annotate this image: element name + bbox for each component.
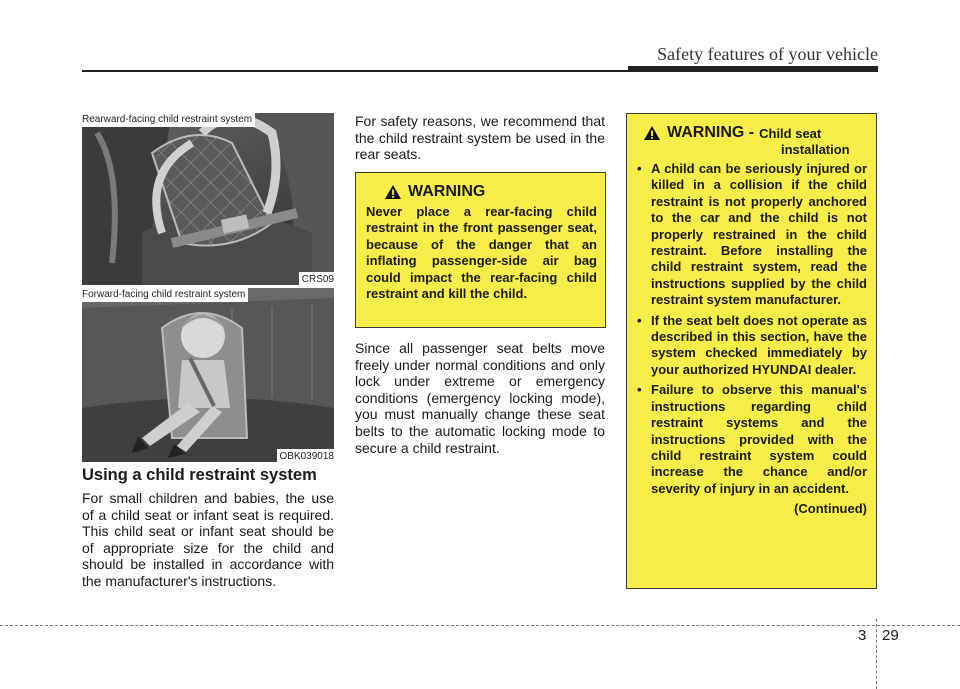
warning-title (643, 124, 867, 142)
footer-rule (0, 625, 960, 626)
warning-box-large (626, 113, 877, 589)
figure-rearward-facing (82, 113, 334, 285)
figure-code: OBK039018 (277, 449, 335, 462)
figure-label: Rearward-facing child restraint system (82, 113, 255, 127)
middle-paragraph-2: Since all passenger seat belts move freely under normal conditions and only lock under extreme or emergency conditions (emergency locking mode), you must manually change these seat belts to the automatic locking mode to secure a child restraint. (355, 340, 605, 456)
warning-list-item: • Failure to observe this manual's instructions regarding child restraint systems and the instructions provided with the child restraint system could increase the chance and/or severity of injury in an accident. (637, 382, 867, 497)
warning-triangle-icon (643, 125, 661, 141)
warning-subtitle: Child seat (759, 125, 822, 141)
warning-list-item: • A child can be seriously injured or killed in a collision if the child restraint is not properly anchored to the car and the child is not properly restrained in the child restraint. Before installing the child restraint system, read the instructions supplied by the child restraint system manufacturer. (637, 161, 867, 309)
chapter-number: 3 (858, 627, 867, 644)
continued-label: (Continued) (794, 501, 867, 517)
warning-title-text: WARNING - (667, 124, 755, 141)
middle-paragraph-1: For safety reasons, we recommend that the child restraint system be used in the rear seats. (355, 113, 605, 163)
warning-list-item: • If the seat belt does not operate as described in this section, have the system checked immediately by your authorized HYUNDAI dealer. (637, 313, 867, 379)
warning-title-text: WARNING (408, 183, 486, 200)
warning-triangle-icon (384, 184, 402, 200)
section-paragraph: For small children and babies, the use of a child seat or infant seat is required. This child seat or infant seat should be of appropriate size for the child and should be installed in accordance with the manufacturer's instructions. (82, 490, 334, 589)
figure-code: CRS09 (299, 272, 334, 285)
warning-subtitle-line2: installation (781, 142, 850, 157)
warning-list (637, 161, 867, 497)
footer-divider (876, 619, 877, 689)
warning-box-small (355, 172, 606, 328)
rearward-seat-illustration (82, 113, 334, 285)
header-rule (82, 70, 878, 72)
forward-seat-illustration (82, 288, 334, 462)
page-number: 29 (882, 627, 899, 644)
figure-forward-facing (82, 288, 334, 462)
section-heading: Using a child restraint system (82, 466, 317, 484)
warning-text: Never place a rear-facing child restraint in the front passenger seat, because of the danger that an inflating passenger-side air bag could impact the rear-facing child restraint and kill the child. (366, 204, 597, 302)
figure-label: Forward-facing child restraint system (82, 288, 248, 302)
warning-title (384, 183, 597, 201)
header-title: Safety features of your vehicle (657, 44, 878, 64)
